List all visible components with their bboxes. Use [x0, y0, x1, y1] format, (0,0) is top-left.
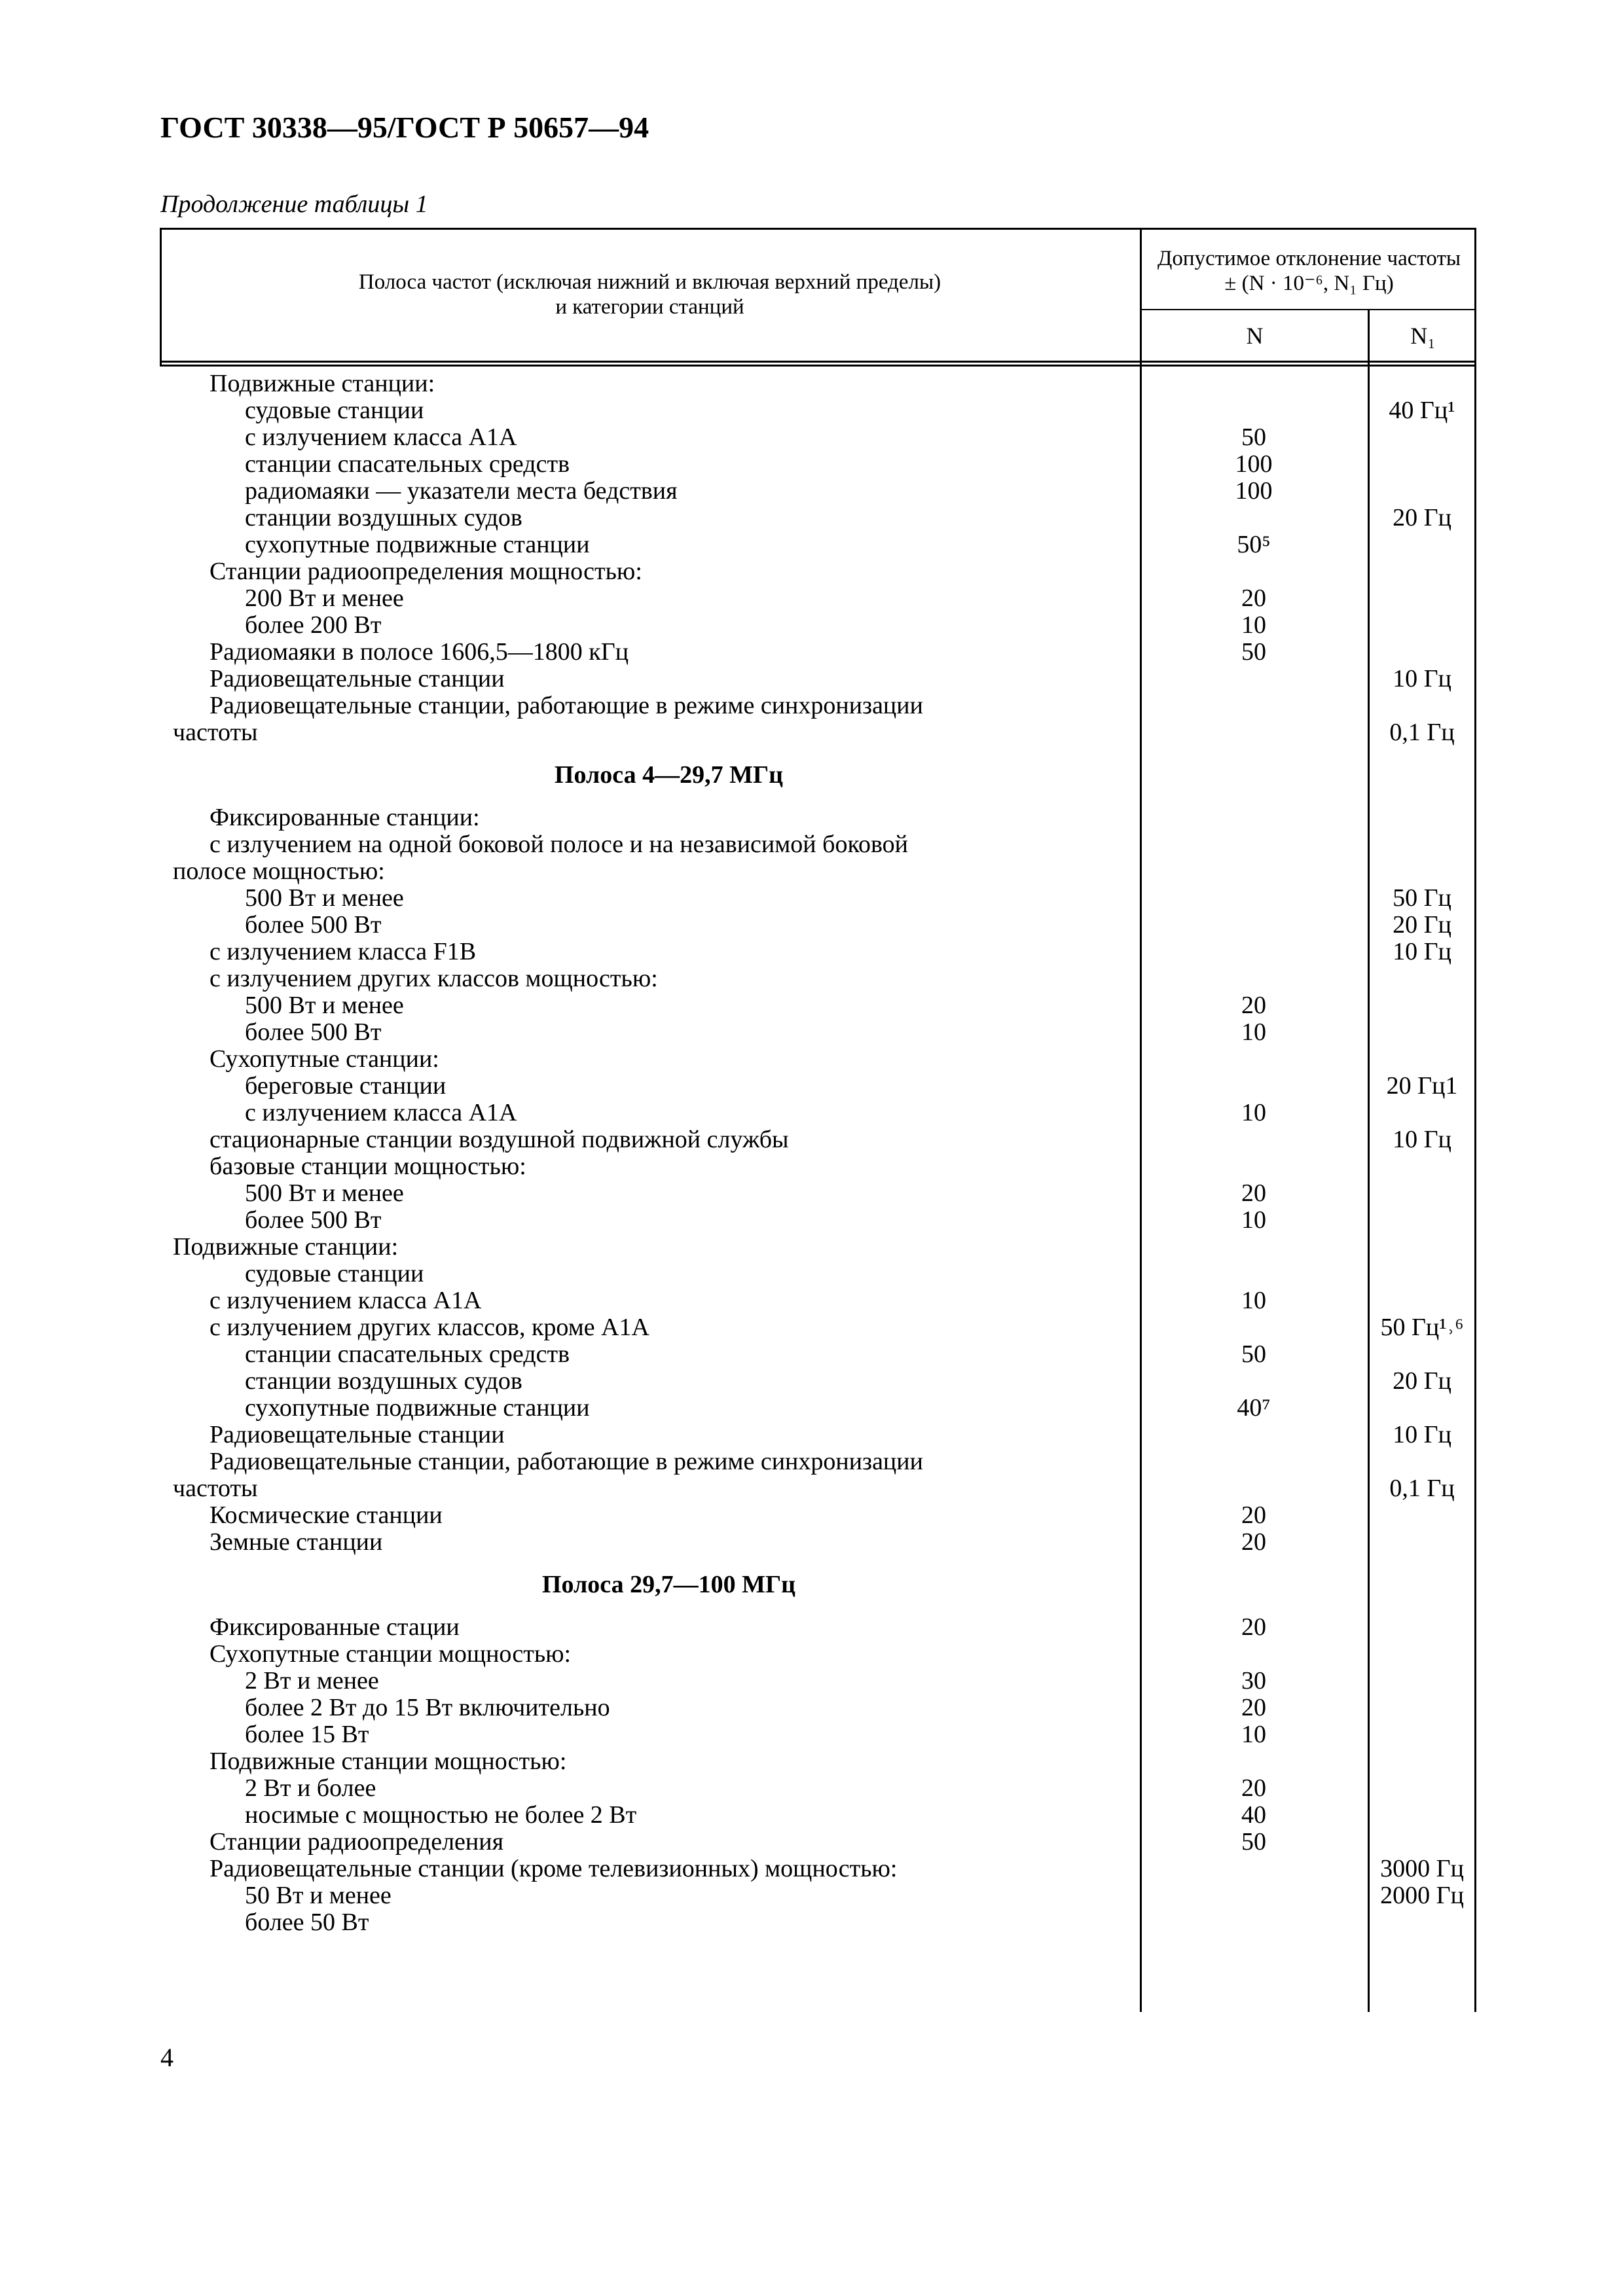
row-n-value: 40: [1241, 1801, 1266, 1829]
row-n-value: 50: [1241, 1828, 1266, 1856]
row-label: судовые станции: [245, 397, 424, 424]
row-label: с излучением других классов мощностью:: [210, 965, 658, 992]
row-label: 500 Вт и менее: [245, 884, 404, 912]
table-row: [160, 1368, 1476, 1395]
row-label: носимые с мощностью не более 2 Вт: [245, 1801, 637, 1829]
row-n-value: 10: [1241, 1721, 1266, 1748]
row-n-value: 20: [1241, 1613, 1266, 1641]
row-n1-value: 10 Гц: [1393, 938, 1451, 965]
row-label: судовые станции: [245, 1260, 424, 1287]
row-label: сухопутные подвижные станции: [245, 1394, 590, 1422]
table-row: [160, 585, 1476, 612]
row-n-value: 40⁷: [1237, 1394, 1271, 1422]
table-row: [160, 1261, 1476, 1287]
table-row: [160, 1614, 1476, 1641]
table-row: [160, 666, 1476, 692]
table-header-rule: [160, 361, 1476, 363]
row-n-value: 50: [1241, 638, 1266, 666]
table-row: [160, 1802, 1476, 1829]
row-label: Радиомаяки в полосе 1606,5—1800 кГц: [210, 638, 629, 666]
row-n1-value: 2000 Гц: [1380, 1882, 1464, 1909]
table-row: [160, 1180, 1476, 1207]
row-n-value: 30: [1241, 1667, 1266, 1695]
row-label: с излучением класса А1А: [245, 423, 517, 451]
row-n1-value: 50 Гц¹˒⁶: [1380, 1314, 1464, 1341]
row-label: более 2 Вт до 15 Вт включительно: [245, 1694, 610, 1721]
table-row: [160, 1100, 1476, 1126]
table-row: [160, 912, 1476, 939]
table-row: [160, 1207, 1476, 1234]
table-row: [160, 1882, 1476, 1909]
band-section-heading: [160, 762, 1476, 789]
table-row: [160, 719, 1476, 746]
row-n1-value: 20 Гц: [1393, 911, 1451, 939]
row-label: Фиксированные стации: [210, 1613, 460, 1641]
row-label: станции спасательных средств: [245, 1340, 570, 1368]
row-label: с излучением класса А1А: [245, 1099, 517, 1126]
row-label: 2 Вт и более: [245, 1774, 376, 1802]
row-label: Подвижные станции:: [173, 1233, 399, 1261]
row-label: с излучением на одной боковой полосе и на независимой боковой: [210, 831, 909, 858]
row-label: Космические станции: [210, 1501, 443, 1529]
table-row: [160, 478, 1476, 505]
table-row: [160, 1695, 1476, 1721]
row-label: более 500 Вт: [245, 911, 382, 939]
row-n1-value: 0,1 Гц: [1389, 1475, 1455, 1502]
header-band-line-1: Полоса частот (исключая нижний и включая верхний пределы): [358, 270, 941, 294]
row-label: Земные станции: [210, 1528, 383, 1556]
row-label: береговые станции: [245, 1072, 447, 1100]
table-row: [160, 1422, 1476, 1448]
row-n1-value: 20 Гц: [1393, 504, 1451, 531]
row-n-value: 20: [1241, 992, 1266, 1019]
row-label: Радиовещательные станции (кроме телевизионных) мощностью:: [210, 1855, 898, 1882]
row-label: базовые станции мощностью:: [210, 1153, 526, 1180]
row-n-value: 20: [1241, 1528, 1266, 1556]
page-number: 4: [160, 2043, 173, 2072]
row-n1-value: 40 Гц¹: [1389, 397, 1455, 424]
row-label: Фиксированные станции:: [210, 804, 480, 831]
row-n-value: 100: [1235, 477, 1273, 505]
row-label: станции воздушных судов: [245, 504, 522, 531]
table-row: [160, 1073, 1476, 1100]
table-row: [160, 1314, 1476, 1341]
section-title: Полоса 29,7—100 МГц: [541, 1571, 796, 1598]
row-n-value: 20: [1241, 1694, 1266, 1721]
table-row: [160, 505, 1476, 531]
row-n-value: 20: [1241, 1501, 1266, 1529]
table-row: [160, 639, 1476, 666]
header-deviation-line-1: Допустимое отклонение частоты: [1157, 247, 1461, 270]
row-label: Радиовещательные станции, работающие в режиме синхронизации: [210, 1448, 923, 1475]
document-title: ГОСТ 30338—95/ГОСТ Р 50657—94: [160, 111, 649, 144]
row-label: частоты: [173, 1475, 258, 1502]
table-row: [160, 612, 1476, 639]
table-row: [160, 885, 1476, 912]
row-label: более 500 Вт: [245, 1206, 382, 1234]
table-row: [160, 1046, 1476, 1073]
row-n-value: 50: [1241, 1340, 1266, 1368]
table-row: [160, 1448, 1476, 1475]
table-row: [160, 1126, 1476, 1153]
header-n: N: [1246, 323, 1264, 349]
table-row: [160, 1721, 1476, 1748]
row-label: сухопутные подвижные станции: [245, 531, 590, 558]
row-n-value: 100: [1235, 450, 1273, 478]
row-label: Радиовещательные станции, работающие в режиме синхронизации: [210, 692, 923, 719]
header-n1: N₁: [1410, 323, 1436, 349]
row-n-value: 10: [1241, 1287, 1266, 1314]
row-label: Сухопутные станции:: [210, 1045, 439, 1073]
row-label: с излучением класса F1B: [210, 938, 477, 965]
row-label: 200 Вт и менее: [245, 584, 404, 612]
row-label: радиомаяки — указатели места бедствия: [245, 477, 678, 505]
section-title: Полоса 4—29,7 МГц: [554, 761, 784, 789]
row-n-value: 50: [1241, 423, 1266, 451]
row-label: более 15 Вт: [245, 1721, 369, 1748]
row-label: более 50 Вт: [245, 1909, 369, 1936]
row-n1-value: 10 Гц: [1393, 665, 1451, 692]
table-row: [160, 858, 1476, 885]
row-label: 50 Вт и менее: [245, 1882, 392, 1909]
table-row: [160, 1748, 1476, 1775]
table-row: [160, 1641, 1476, 1668]
table-row: [160, 451, 1476, 478]
table-row: [160, 424, 1476, 451]
table-row: [160, 1829, 1476, 1856]
row-n-value: 20: [1241, 1179, 1266, 1207]
row-label: 500 Вт и менее: [245, 992, 404, 1019]
row-label: более 200 Вт: [245, 611, 382, 639]
table-row: [160, 831, 1476, 858]
header-deviation: [1142, 246, 1476, 296]
row-label: Подвижные станции мощностью:: [210, 1748, 567, 1775]
table-row: [160, 965, 1476, 992]
row-label: Подвижные станции:: [210, 370, 435, 397]
header-deviation-line-2: ± (N · 10⁻⁶, N₁ Гц): [1224, 272, 1394, 295]
table-row: [160, 1502, 1476, 1529]
row-label: станции спасательных средств: [245, 450, 570, 478]
table-row: [160, 1341, 1476, 1368]
row-n1-value: 50 Гц: [1393, 884, 1451, 912]
table-top-rule: [160, 228, 1476, 230]
table-row: [160, 804, 1476, 831]
row-n1-value: 10 Гц: [1393, 1126, 1451, 1153]
table-row: [160, 1287, 1476, 1314]
table-row: [160, 992, 1476, 1019]
row-n1-value: 20 Гц1: [1386, 1072, 1458, 1100]
table-row: [160, 531, 1476, 558]
row-label: стационарные станции воздушной подвижной службы: [210, 1126, 789, 1153]
row-label: Радиовещательные станции: [210, 665, 505, 692]
table-row: [160, 939, 1476, 965]
table-row: [160, 370, 1476, 397]
table-row: [160, 1668, 1476, 1695]
row-n1-value: 3000 Гц: [1380, 1855, 1464, 1882]
table-subheader-rule: [1140, 309, 1476, 310]
table-header-rule-2: [160, 365, 1476, 367]
table-row: [160, 1529, 1476, 1556]
row-n1-value: 20 Гц: [1393, 1367, 1451, 1395]
table-row: [160, 558, 1476, 585]
row-n-value: 10: [1241, 1206, 1266, 1234]
table-row: [160, 1019, 1476, 1046]
frequency-tolerance-table: [160, 228, 1476, 2012]
row-label: с излучением других классов, кроме А1А: [210, 1314, 649, 1341]
row-n-value: 10: [1241, 611, 1266, 639]
row-n-value: 20: [1241, 584, 1266, 612]
row-label: частоты: [173, 719, 258, 746]
table-row: [160, 1153, 1476, 1180]
table-row: [160, 692, 1476, 719]
row-label: с излучением класса А1А: [210, 1287, 482, 1314]
row-label: 500 Вт и менее: [245, 1179, 404, 1207]
row-label: более 500 Вт: [245, 1018, 382, 1046]
table-row: [160, 1775, 1476, 1802]
row-n1-value: 10 Гц: [1393, 1421, 1451, 1448]
table-row: [160, 1475, 1476, 1502]
table-continuation-caption: Продолжение таблицы 1: [160, 190, 428, 218]
row-n-value: 50⁵: [1237, 531, 1271, 558]
row-label: станции воздушных судов: [245, 1367, 522, 1395]
table-row: [160, 1395, 1476, 1422]
table-row: [160, 397, 1476, 424]
table-row: [160, 1856, 1476, 1882]
row-n-value: 20: [1241, 1774, 1266, 1802]
table-row: [160, 1234, 1476, 1261]
header-band-categories: [160, 270, 1140, 319]
row-label: Станции радиоопределения мощностью:: [210, 558, 642, 585]
row-label: Станции радиоопределения: [210, 1828, 504, 1856]
row-label: полосе мощностью:: [173, 857, 385, 885]
row-n-value: 10: [1241, 1018, 1266, 1046]
row-n1-value: 0,1 Гц: [1389, 719, 1455, 746]
table-row: [160, 1909, 1476, 1936]
row-label: 2 Вт и менее: [245, 1667, 379, 1695]
row-label: Сухопутные станции мощностью:: [210, 1640, 572, 1668]
band-section-heading: [160, 1571, 1476, 1598]
row-n-value: 10: [1241, 1099, 1266, 1126]
row-label: Радиовещательные станции: [210, 1421, 505, 1448]
header-band-line-2: и категории станций: [555, 295, 744, 319]
